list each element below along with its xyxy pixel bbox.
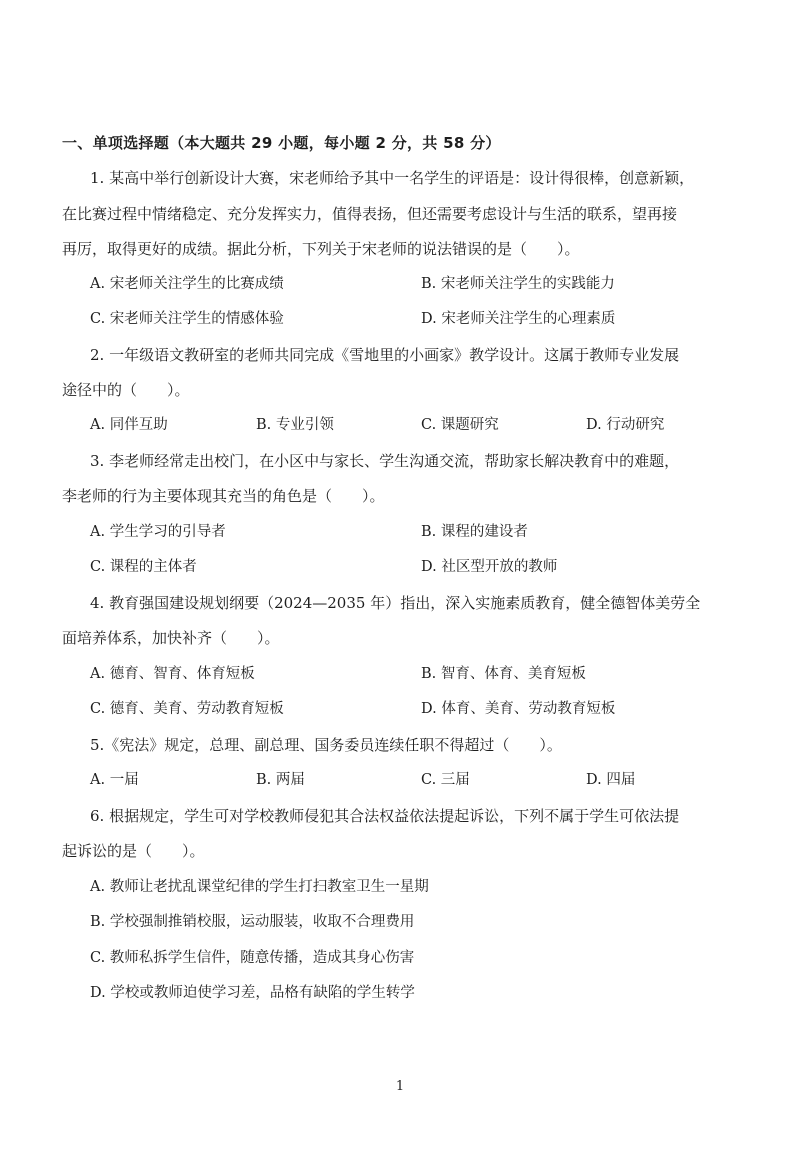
page-number: 1 — [395, 1079, 405, 1094]
question-6-line-2: 起诉讼的是（ ）。 — [62, 842, 205, 860]
question-3-option-d: D. 社区型开放的教师 — [421, 559, 558, 575]
question-1-option-c: C. 宋老师关注学生的情感体验 — [90, 311, 284, 327]
question-3-option-b: B. 课程的建设者 — [421, 524, 528, 540]
question-2-option-d: D. 行动研究 — [586, 417, 665, 433]
question-4-line-1: 4. 教育强国建设规划纲要（2024—2035 年）指出，深入实施素质教育，健全德智体美劳全 — [90, 594, 701, 612]
question-6-option-c: C. 教师私拆学生信件，随意传播，造成其身心伤害 — [90, 950, 415, 966]
question-5-option-b: B. 两届 — [256, 772, 305, 788]
question-3-line-1: 3. 李老师经常走出校门，在小区中与家长、学生沟通交流，帮助家长解决教育中的难题， — [90, 452, 680, 470]
question-3-line-2: 李老师的行为主要体现其充当的角色是（ ）。 — [62, 487, 385, 505]
question-1-line-1: 1. 某高中举行创新设计大赛，宋老师给予其中一名学生的评语是：设计得很棒，创意新颖， — [90, 169, 695, 187]
question-3-option-c: C. 课程的主体者 — [90, 559, 197, 575]
question-2-option-b: B. 专业引领 — [256, 417, 334, 433]
question-1-line-3: 再厉，取得更好的成绩。据此分析，下列关于宋老师的说法错误的是（ ）。 — [62, 240, 580, 258]
question-5-option-a: A. 一届 — [90, 772, 139, 788]
question-4-option-b: B. 智育、体育、美育短板 — [421, 666, 586, 682]
question-4-option-c: C. 德育、美育、劳动教育短板 — [90, 701, 284, 717]
question-4-line-2: 面培养体系，加快补齐（ ）。 — [62, 629, 280, 647]
question-1-option-a: A. 宋老师关注学生的比赛成绩 — [90, 276, 284, 292]
question-6-option-d: D. 学校或教师迫使学习差，品格有缺陷的学生转学 — [90, 985, 415, 1001]
question-2-option-a: A. 同伴互助 — [90, 417, 168, 433]
question-5-line-1: 5.《宪法》规定，总理、副总理、国务委员连续任职不得超过（ ）。 — [90, 736, 562, 754]
question-5-option-c: C. 三届 — [421, 772, 470, 788]
question-2-line-2: 途径中的（ ）。 — [62, 381, 190, 399]
section-title: 一、单项选择题（本大题共 29 小题，每小题 2 分，共 58 分） — [62, 134, 501, 152]
question-6-line-1: 6. 根据规定，学生可对学校教师侵犯其合法权益依法提起诉讼，下列不属于学生可依法提 — [90, 807, 680, 825]
question-6-option-b: B. 学校强制推销校服，运动服装，收取不合理费用 — [90, 914, 415, 930]
question-1-option-b: B. 宋老师关注学生的实践能力 — [421, 276, 615, 292]
question-4-option-a: A. 德育、智育、体育短板 — [90, 666, 255, 682]
question-3-option-a: A. 学生学习的引导者 — [90, 524, 226, 540]
question-1-option-d: D. 宋老师关注学生的心理素质 — [421, 311, 616, 327]
question-1-line-2: 在比赛过程中情绪稳定、充分发挥实力，值得表扬，但还需要考虑设计与生活的联系，望再接 — [62, 205, 678, 223]
question-2-option-c: C. 课题研究 — [421, 417, 499, 433]
question-2-line-1: 2. 一年级语文教研室的老师共同完成《雪地里的小画家》教学设计。这属于教师专业发展 — [90, 346, 680, 364]
question-5-option-d: D. 四届 — [586, 772, 636, 788]
question-4-option-d: D. 体育、美育、劳动教育短板 — [421, 701, 616, 717]
question-6-option-a: A. 教师让老扰乱课堂纪律的学生打扫教室卫生一星期 — [90, 879, 429, 895]
